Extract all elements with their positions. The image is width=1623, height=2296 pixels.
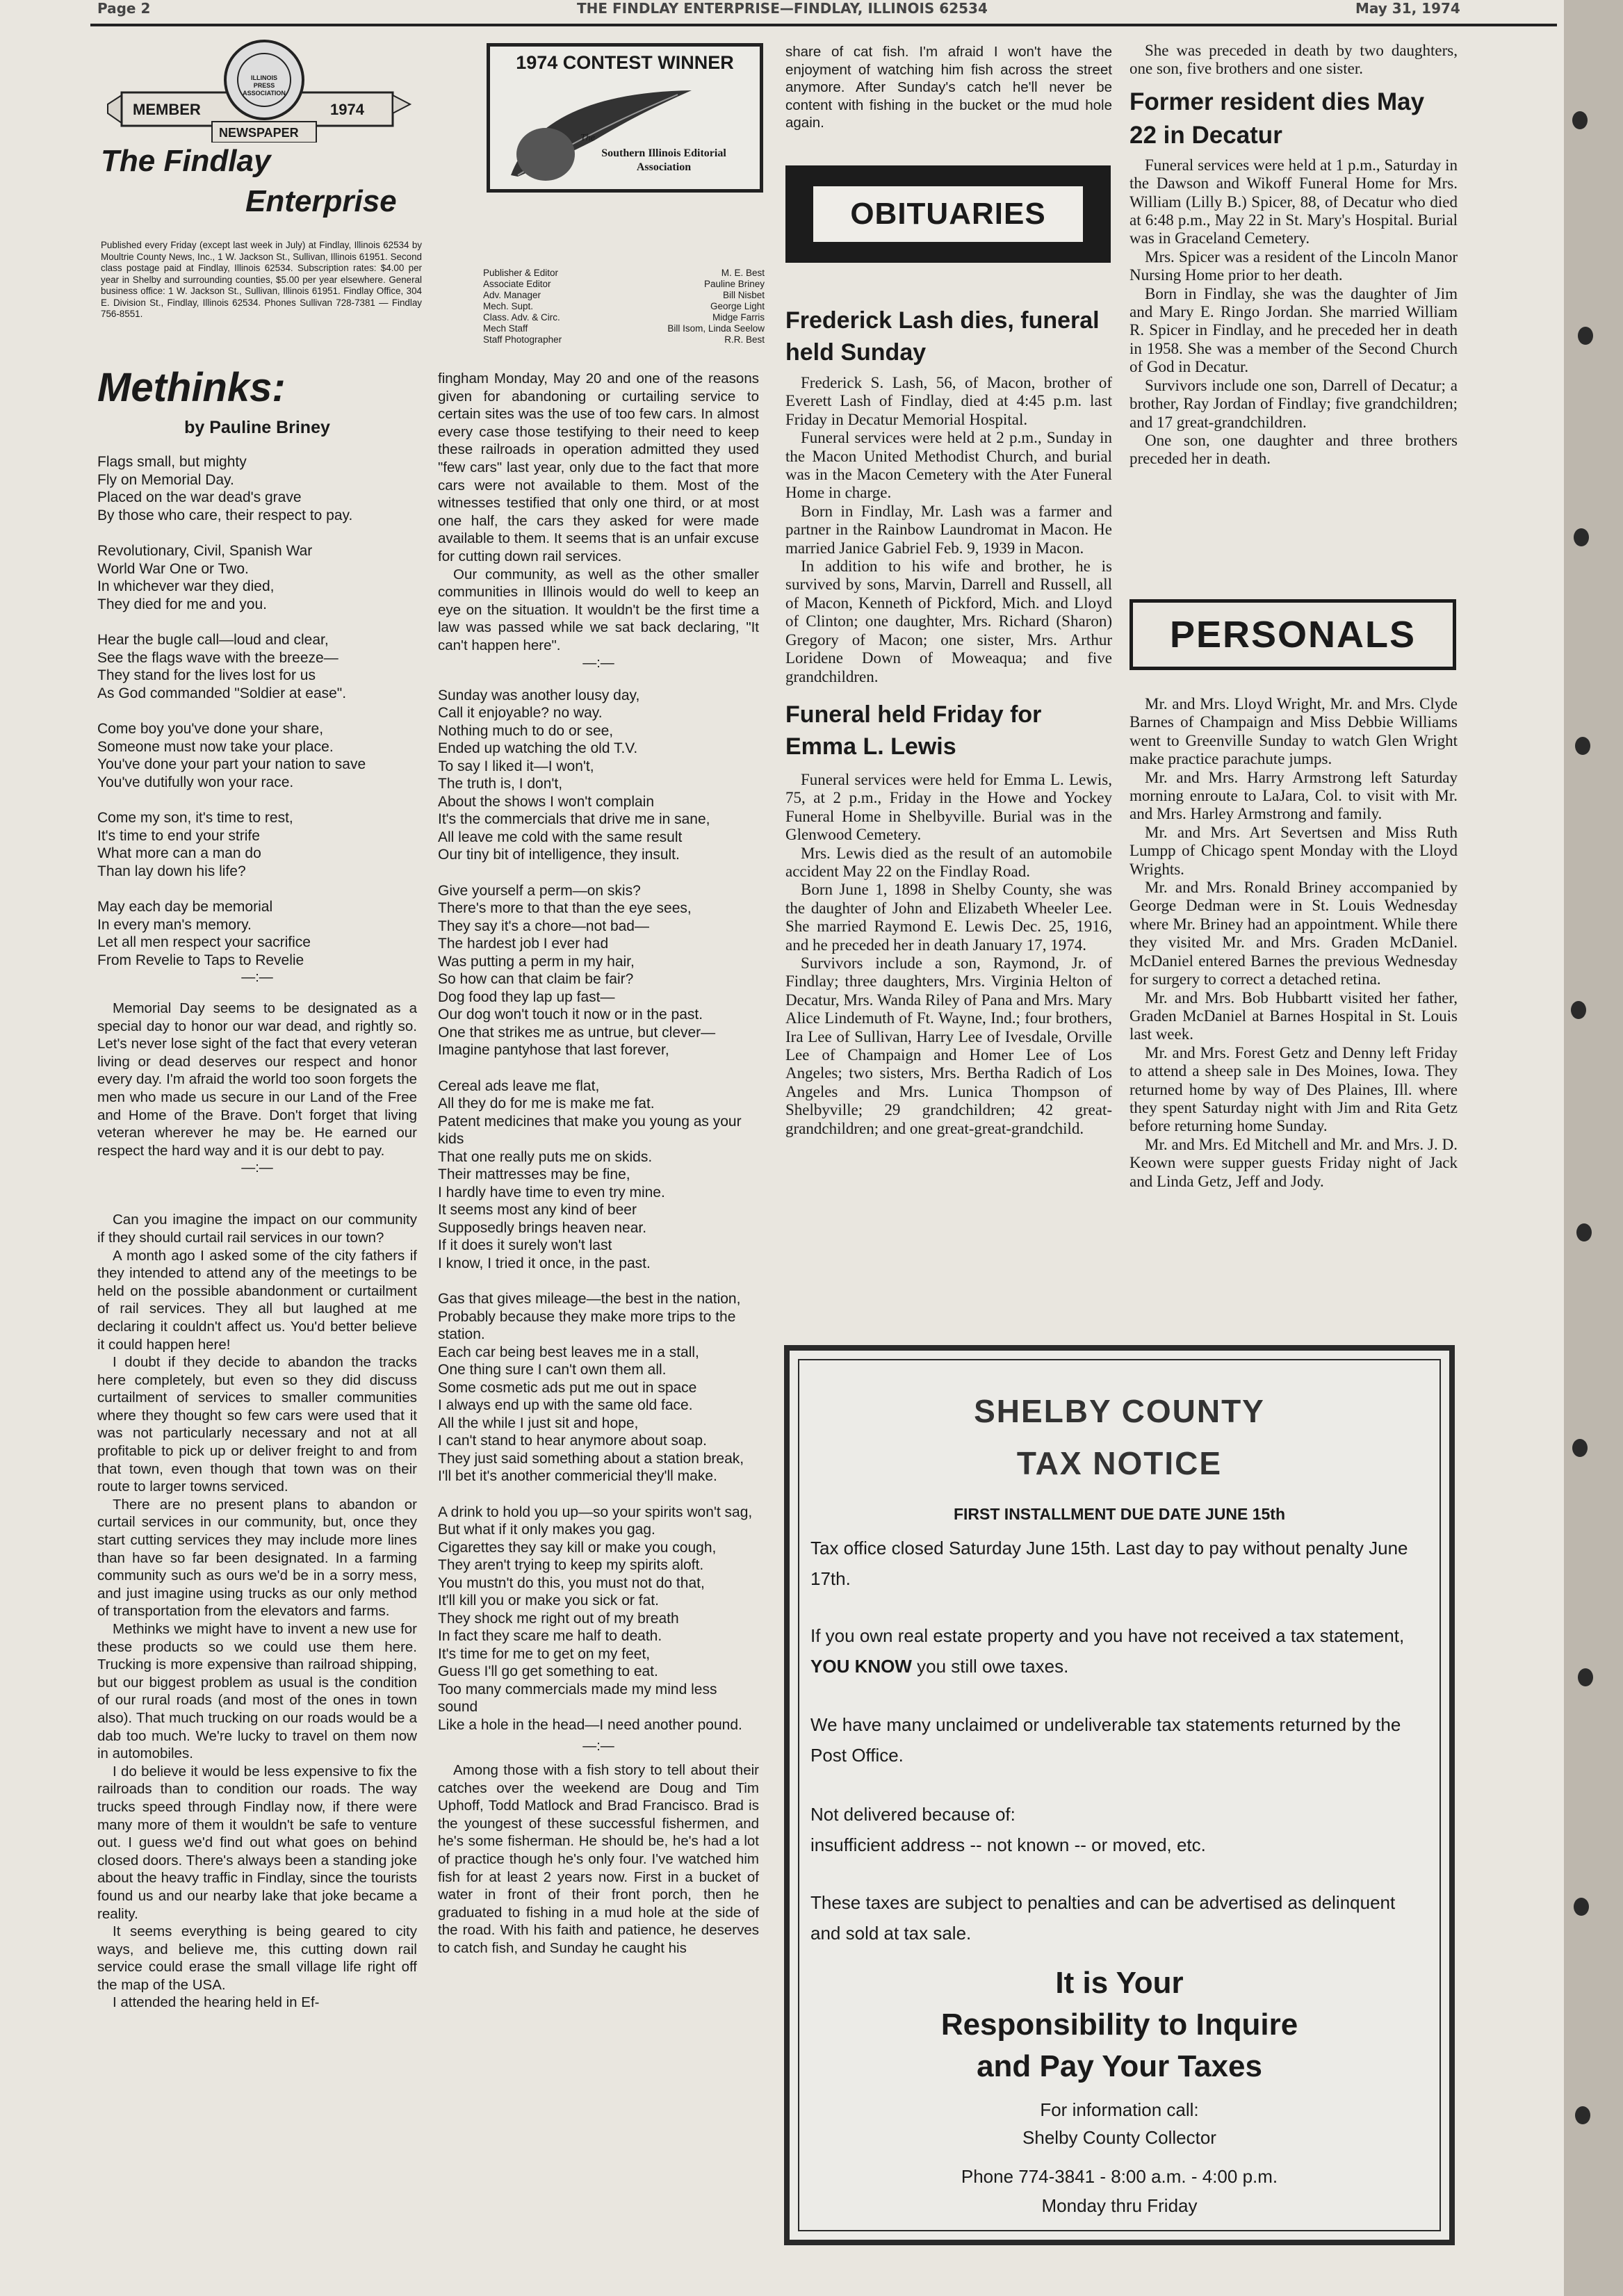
binder-hole — [1574, 1898, 1589, 1916]
rail-paragraph: Can you imagine the impact on our community if they should curtail rail services in our town? — [97, 1212, 417, 1246]
masthead-title-1: The Findlay — [101, 144, 271, 178]
binder-hole — [1572, 1439, 1588, 1457]
tax-phone: Phone 774-3841 - 8:00 a.m. - 4:00 p.m. — [961, 2166, 1278, 2187]
rail-paragraph: There are no present plans to abandon or curtail services in our community, but, once they start cutting services they may include more lines than have so far been designated. In a farming community such as ours we'd be in a sorry mess, and just imagine using trucks as our only method of transportation from the elevators and farms. — [97, 1496, 417, 1620]
rail-paragraph: Methinks we might have to invent a new use for these products so we could use them here. Trucking is more expensive than railroad shipping, but our biggest problem as usual is the condition of our rural roads (and most of the ones in town also). That much trucking on our roads would be a dab too much. We're lucky to travel on them now in automobiles. — [97, 1621, 417, 1762]
poem-stanza: Come boy you've done your share, Someone must now take your place. You've done your part your nation to save You've dutifully won your race. — [97, 721, 366, 790]
tax-resp-2: Responsibility to Inquire — [940, 2008, 1298, 2042]
fish-paragraph: share of cat fish. I'm afraid I won't have the enjoyment of watching him fish across the street anymore. After Sunday's catch he'll never be content with fishing in the bucket or the mud hole again. — [785, 44, 1112, 131]
tax-days: Monday thru Friday — [1041, 2195, 1198, 2216]
rail-paragraph: I attended the hearing held in Ef- — [113, 1994, 320, 2011]
personal-item: Mr. and Mrs. Ronald Briney accompanied by George Dedman were in St. Louis Wednesday where Mr. Briney had an appointment. While there they visited Mr. and Mrs. Graden McDaniel. McDaniel entered Barnes the previous Wednesday for surgery to correct a detached retina. — [1129, 879, 1458, 988]
poem-stanza: Hear the bugle call—loud and clear, See the flags wave with the breeze— They stand for the lives lost for us As God commanded "Soldier at ease". — [97, 632, 347, 701]
tax-title-1: SHELBY COUNTY — [974, 1393, 1265, 1429]
contest-title: 1974 CONTEST WINNER — [516, 52, 734, 73]
rail-paragraph: I doubt if they decide to abandon the tracks here completely, but even so they did discuss curtailment of services to smaller communities where they thought so few cars were used that it was not particularly necessary and not at all profitable to pick up or deliver freight to and from that town, even though that town was on their route to larger towns serviced. — [97, 1354, 417, 1495]
poem-stanza: Cereal ads leave me flat, All they do for me is make me fat. Patent medicines that make you young as your kids That one really puts me on skids. Their mattresses may be fine, I hardly have time to even try mine. It seems most any kind of beer Supposedly brings heaven near. If it does it surely won't last I know, I tried it once, in the past. — [438, 1077, 742, 1271]
fish-continuation — [785, 43, 1112, 140]
staff-row: Staff Photographer R.R. Best — [483, 334, 765, 345]
methinks-column-1 — [97, 365, 417, 2290]
poem-stanza: Give yourself a perm—on skis? There's more to that than the eye sees, They say it's a chore—not bad— The hardest job I ever had Was putting a perm in my hair, So how can that claim be fair? Dog food they lap up fast— Our dog won't touch it now or in the past. One that strikes me as untrue, but clever— Imagine pantyhose that last forever, — [438, 882, 716, 1058]
poem-stanza: Gas that gives mileage—the best in the nation, Probably because they make more trips to the station. Each car being best leaves me in a stall, One thing sure I can't own them all. Some cosmetic ads put me out in space I always end up with the same old face. All the while I just sit and hope, I can't stand to hear anymore about soap. They just said something about a station break, I'll bet it's another commericial they'll make. — [438, 1291, 744, 1484]
memorial-poem — [97, 453, 417, 969]
obit-paragraph: Mrs. Lewis died as the result of an automobile accident May 22 on the Findlay Road. — [785, 844, 1112, 880]
poem-stanza: Sunday was another lousy day, Call it enjoyable? no way. Nothing much to do or see, Ended up watching the old T.V. To say I liked it—I won't, The truth is, I don't, About the shows I won't complain It's the commercials that drive me in sane, All leave me cold with the same result Our tiny bit of intelligence, they insult. — [438, 687, 710, 863]
fish-paragraph: Among those with a fish story to tell about their catches over the weekend are Doug and Tim Uphoff, Todd Matlock and Brad Francisco. Brad is the youngest of these successful fishermen, and he's some fisherman. He should be, he's had a lot of practice though he's only four. I've watched him fish for at least 2 years now. First in a bucket of water in front of their front porch, then he graduated to fishing in a mud hole at the side of the road. With his faith and patience, he deserves to catch fish, and Sunday he caught his — [438, 1762, 759, 1956]
staff-row: Mech. Supt. George Light — [483, 301, 765, 311]
personal-item: Mr. and Mrs. Bob Hubbartt visited her father, Graden McDaniel at Barnes Hospital in St. Louis last week. — [1129, 988, 1458, 1043]
tax-penalties: These taxes are subject to penalties and can be advertised as delinquent and sold at tax sale. — [810, 1892, 1396, 1944]
contest-box — [487, 43, 763, 193]
separator: —:— — [582, 655, 614, 671]
tax-resp-1: It is Your — [1055, 1966, 1184, 2000]
tax-unclaimed: We have many unclaimed or undeliverable tax statements returned by the Post Office. — [810, 1714, 1401, 1766]
tax-info: For information call: — [1040, 2099, 1199, 2120]
obit-paragraph: Born in Findlay, she was the daughter of Jim and Mary E. Ringo Jordan. She married William R. Spicer in Findlay, and he preceded her in death in 1958. She was a member of the Second Church of God in Decatur. — [1129, 284, 1458, 376]
press-seal: ILLINOIS PRESS ASSOCIATION — [243, 74, 286, 97]
rail-paragraph: Our community, as well as the other smaller communities in Illinois would do well to keep an eye on the situation. It wouldn't be the first time a law was passed while we sat back declaring, "It can't happen here". — [438, 566, 759, 653]
page-header — [90, 0, 1557, 15]
obit-paragraph: Frederick S. Lash, 56, of Macon, brother of Everett Lash of Findlay, died at 4:45 p.m. last Friday in Decatur Memorial Hospital. — [785, 374, 1112, 428]
binder-hole — [1576, 1223, 1592, 1241]
binder-hole — [1572, 111, 1588, 129]
poem-stanza: Flags small, but mighty Fly on Memorial Day. Placed on the war dead's grave By those who care, their respect to pay. — [97, 454, 353, 523]
staff-row: Class. Adv. & Circ. Midge Farris — [483, 312, 765, 323]
separator: —:— — [241, 970, 273, 985]
rail-paragraph: fingham Monday, May 20 and one of the reasons given for abandoning or curtailing service to certain sites was the use of too few cars. In almost every case those testifying to their need to keep these railroads in operation admitted they used "few cars" last year, only due to the fact that more cars were not available to them. Most of the witnesses testified that only one third, or at most one half, the cars they asked for were made available to them. It seems that is an unfair excuse for cutting down rail services. — [438, 371, 759, 564]
obit-paragraph: Born in Findlay, Mr. Lash was a farmer and partner in the Rainbow Laundromat in Macon. He married Janice Gabriel Feb. 9, 1939 in Macon. — [785, 502, 1112, 557]
binder-hole — [1578, 1668, 1593, 1686]
poem-stanza: A drink to hold you up—so your spirits won't sag, But what if it only makes you gag. Cigarettes they say kill or make you cough, They aren't trying to keep my spirits aloft. You mustn't do this, you must not do that, It'll kill you or make you sick or fat. They shock me right out of my breath In fact they scare me half to death. It's time for me to get on my feet, Guess I'll go get something to eat. Too many commercials made my mind less sound Like a hole in the head—I need another pound. — [438, 1504, 753, 1733]
tax-own-property: If you own real estate property and you have not received a tax statement, YOU KNOW you still owe taxes. — [810, 1625, 1405, 1677]
poem-stanza: May each day be memorial In every man's memory. Let all men respect your sacrifice From Revelie to Taps to Revelie — [97, 899, 311, 968]
contest-the: The — [580, 133, 595, 143]
obituaries-banner — [785, 165, 1111, 263]
tv-poem — [438, 687, 759, 1734]
obit-paragraph: She was preceded in death by two daughters, one son, five brothers and one sister. — [1129, 42, 1458, 78]
methinks-column-2 — [438, 370, 759, 2290]
binder-hole — [1575, 737, 1590, 755]
obit-paragraph: In addition to his wife and brother, he is survived by sons, Marvin, Darrell and Russell, all of Macon, Kenneth of Pickford, Mich. and Lloyd of Clinton; one daughter, Mrs. Richard (Sharon) Gregory of Macon; one sister, Mrs. Arthur Loridene Down of Moweaqua; and five grandchildren. — [785, 557, 1112, 685]
publication-info: Published every Friday (except last week in July) at Findlay, Illinois 62534 by Moultrie County News, Inc., 1 W. Jackson St., Sullivan, Illinois 61951. Second class postage paid at Findlay, Illinois 62534. Subscription rates: $4.00 per year in Shelby and surrounding counties, $5.00 per year elsewhere. General business office: 1 W. Jackson St., Sullivan, Illinois 61951. Findlay Office, 304 E. Division St., Findlay, Illinois 62534. Phones Sullivan 728-7381 — Findlay 756-8551. — [101, 240, 422, 319]
obit-paragraph: Mrs. Spicer was a resident of the Lincoln Manor Nursing Home prior to her death. — [1129, 247, 1458, 284]
tax-reasons: insufficient address -- not known -- or moved, etc. — [810, 1834, 1206, 1855]
staff-row: Publisher & Editor M. E. Best — [483, 268, 765, 278]
tax-office-closed: Tax office closed Saturday June 15th. Last day to pay without penalty June 17th. — [810, 1538, 1408, 1589]
staff-row: Associate Editor Pauline Briney — [483, 279, 765, 289]
tax-due-date: FIRST INSTALLMENT DUE DATE JUNE 15th — [953, 1505, 1286, 1523]
column-title: Methinks: — [97, 365, 286, 410]
personal-item: Mr. and Mrs. Art Severtsen and Miss Ruth Lumpp of Chicago spent Monday with the Lloyd Wrights. — [1129, 823, 1458, 878]
page-number: Page 2 — [97, 0, 151, 17]
staff-row: Mech Staff Bill Isom, Linda Seelow — [483, 323, 765, 334]
separator: —:— — [582, 1739, 614, 1754]
member-year: 1974 — [330, 101, 364, 118]
memorial-paragraph: Memorial Day seems to be designated as a special day to honor our war dead, and rightly so. Let's never lose sight of the fact that every veteran living or dead deserves our respect and honor every day. I'm afraid the world too soon forgets the men who made us secure in our Land of the Free and Home of the Brave. Don't forget that living veteran wherever he may be. He earned our respect the hard way and it is our debt to pay. — [97, 1000, 417, 1159]
lash-headline: Frederick Lash dies, funeral held Sunday — [785, 307, 1100, 366]
tax-not-delivered: Not delivered because of: — [810, 1804, 1016, 1825]
staff-row: Adv. Manager Bill Nisbet — [483, 290, 765, 300]
obit-paragraph: Funeral services were held at 1 p.m., Saturday in the Dawson and Wikoff Funeral Home for Mrs. William (Lilly B.) Spicer, 88, of Decatur who died at 6:48 p.m., May 22 in St. Mary's Hospital. Burial was in Graceland Cemetery. — [1129, 156, 1458, 247]
rail-paragraph: It seems everything is being geared to city ways, and believe me, this cutting down rail service could erase the small village life right off the map of the USA. — [97, 1923, 417, 1993]
personal-item: Mr. and Mrs. Lloyd Wright, Mr. and Mrs. Clyde Barnes of Champaign and Miss Debbie Williams went to Greenville Sunday to watch Glen Wright make practice parachute jumps. — [1129, 695, 1458, 768]
poem-stanza: Come my son, it's time to rest, It's time to end your strife What more can a man do Than lay down his life? — [97, 810, 293, 879]
contest-org: Southern Illinois Editorial — [601, 147, 726, 159]
poem-stanza: Revolutionary, Civil, Spanish War World War One or Two. In whichever war they died, They died for me and you. — [97, 543, 313, 612]
binder-strip — [1564, 0, 1623, 2296]
obit-paragraph: Funeral services were held for Emma L. Lewis, 75, at 2 p.m., Friday in the Howe and Yockey Funeral Home in Shelbyville. Burial was in the Glenwood Cemetery. — [785, 770, 1112, 844]
contest-assoc: Association — [636, 161, 692, 173]
personal-item: Mr. and Mrs. Harry Armstrong left Saturday morning enroute to LaJara, Col. to visit with Mr. and Mrs. Harley Armstrong and family. — [1129, 768, 1458, 823]
masthead — [101, 38, 434, 372]
tax-collector: Shelby County Collector — [1022, 2127, 1216, 2148]
personals-banner — [1129, 599, 1456, 670]
column-byline: by Pauline Briney — [184, 418, 330, 437]
obit-paragraph: Funeral services were held at 2 p.m., Sunday in the Macon United Methodist Church, and burial was in the Macon Cemetery with the Ater Funeral Home in charge. — [785, 429, 1112, 502]
masthead-title-2: Enterprise — [245, 184, 397, 218]
tax-notice-ad — [784, 1345, 1455, 2245]
obit-paragraph: One son, one daughter and three brothers preceded her in death. — [1129, 431, 1458, 468]
member-label: MEMBER — [133, 101, 201, 118]
obit-paragraph: Survivors include a son, Raymond, Jr. of Findlay; three daughters, Mrs. Virginia Helton of Decatur, Mrs. Wanda Riley of Pana and Mrs. Mary Alice Lindemuth of Ft. Wayne, Ind.; four brothers, Ira Lee of Sullivan, Harry Lee of Ivesdale, Orville Lee of Champaign and Homer Lee of Los Angeles; two sisters, Mrs. Bertha Radich of Los Angeles and Mrs. Lunica Thompson of Shelbyville; 29 grandchildren; 42 great-grandchildren; and one great-great-grandchild. — [785, 954, 1112, 1137]
obit-paragraph: Survivors include one son, Darrell of Decatur; a brother, Ray Jordan of Findlay; five grandchildren; and 17 great-grandchildren. — [1129, 376, 1458, 431]
binder-hole — [1575, 2106, 1590, 2124]
personal-item: Mr. and Mrs. Forest Getz and Denny left Friday to attend a sheep sale in Des Moines, Iowa. They returned home by way of Des Plaines, Ill. where they spent Saturday night with Jim and Rita Getz before returning home Sunday. — [1129, 1043, 1458, 1135]
tax-title-2: TAX NOTICE — [1016, 1445, 1223, 1481]
obituaries-title: OBITUARIES — [813, 186, 1083, 242]
spicer-column — [1129, 42, 1458, 640]
header-rule — [90, 24, 1557, 26]
spicer-headline: Former resident dies May 22 in Decatur — [1129, 88, 1425, 149]
tax-resp-3: and Pay Your Taxes — [977, 2049, 1262, 2083]
lewis-headline: Funeral held Friday for Emma L. Lewis — [785, 701, 1042, 760]
binder-hole — [1574, 528, 1589, 546]
paper-line: THE FINDLAY ENTERPRISE—FINDLAY, ILLINOIS 62534 — [577, 0, 988, 17]
rail-paragraph: I do believe it would be less expensive to fix the railroads than to condition our roads. The way trucks speed through Findlay now, if there were many more of them it wouldn't be safe to venture out. I guess we'd find out what goes on behind closed doors. There's always been a standing joke about the heavy traffic in Findlay, since the tourists found us and our nearby lake that joke became a reality. — [97, 1763, 417, 1922]
binder-hole — [1578, 327, 1593, 345]
obit-paragraph: Born June 1, 1898 in Shelby County, she was the daughter of John and Elizabeth Wheeler Lee. She married Raymond E. Lewis Dec. 25, 1916, and he preceded her in death January 17, 1974. — [785, 881, 1112, 954]
obituaries-column — [785, 304, 1112, 1333]
rail-paragraph: A month ago I asked some of the city fathers if they intended to attend any of the meetings to be held on the possible abandonment or curtailment of rail services. They all but laughed at me declaring it couldn't affect us. You'd better believe it could happen here! — [97, 1247, 417, 1353]
separator: —:— — [241, 1160, 273, 1176]
personals-title: PERSONALS — [1169, 614, 1417, 656]
newspaper-label: NEWSPAPER — [219, 126, 299, 140]
personals-column — [1129, 695, 1458, 1342]
personal-item: Mr. and Mrs. Ed Mitchell and Mr. and Mrs. J. D. Keown were supper guests Friday night of Jack and Linda Getz, Jeff and Jody. — [1129, 1135, 1458, 1190]
staff-list — [483, 268, 765, 351]
issue-date: May 31, 1974 — [1355, 0, 1460, 17]
binder-hole — [1571, 1001, 1586, 1019]
